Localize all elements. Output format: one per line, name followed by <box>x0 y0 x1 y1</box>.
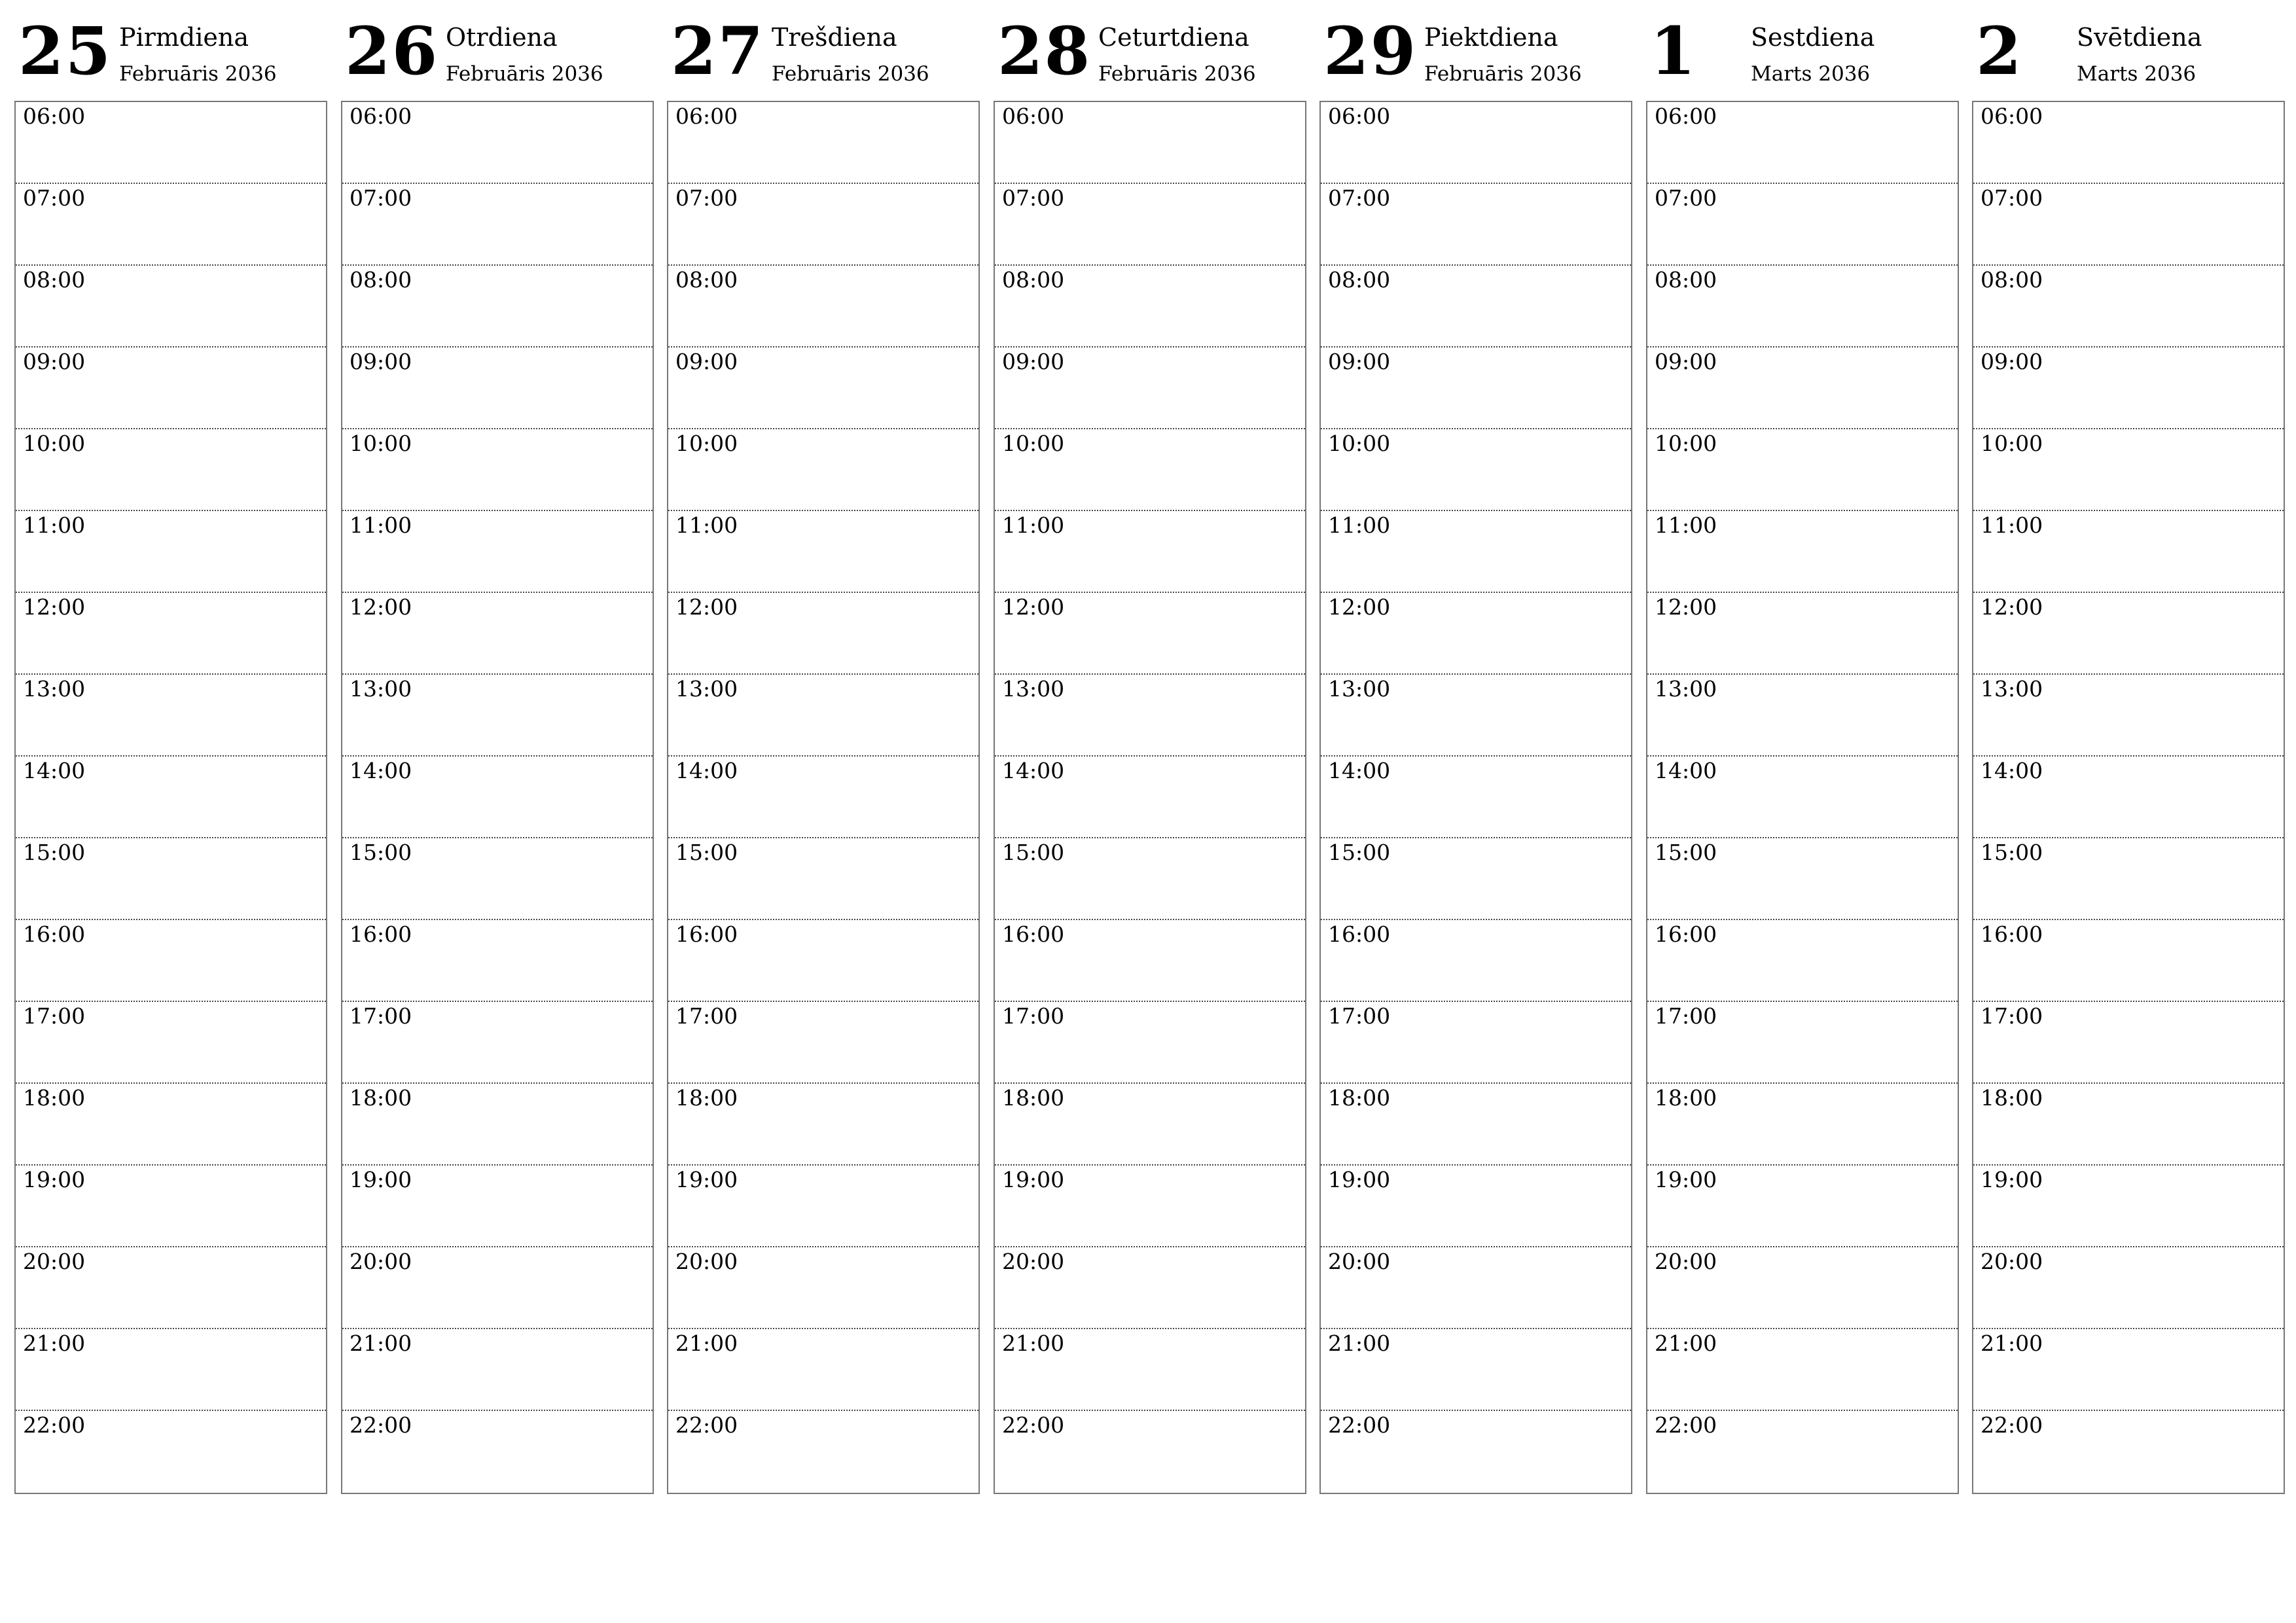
hour-slot[interactable] <box>1321 1247 1631 1329</box>
hour-slot[interactable] <box>342 266 653 348</box>
hour-label: 11:00 <box>23 512 86 538</box>
day-number: 25 <box>18 12 113 90</box>
hour-label: 22:00 <box>1002 1412 1065 1438</box>
hour-label: 16:00 <box>23 921 86 947</box>
hour-slot[interactable] <box>668 184 978 266</box>
weekday-name: Otrdiena <box>446 23 558 52</box>
hour-slot[interactable] <box>16 184 326 266</box>
hour-label: 20:00 <box>23 1249 86 1274</box>
hour-label: 08:00 <box>1981 267 2043 293</box>
hour-slot[interactable] <box>1973 757 2284 838</box>
hour-label: 07:00 <box>1002 185 1065 211</box>
hour-label: 11:00 <box>1328 512 1391 538</box>
hour-label: 14:00 <box>23 758 86 783</box>
hour-label: 19:00 <box>1655 1167 1717 1192</box>
month-year: Februāris 2036 <box>1098 62 1256 86</box>
hour-slot[interactable] <box>1321 102 1631 184</box>
hour-slot[interactable] <box>1321 593 1631 675</box>
hour-slot[interactable] <box>1973 920 2284 1002</box>
hour-slot[interactable] <box>16 920 326 1002</box>
hour-label: 21:00 <box>350 1330 412 1356</box>
hour-label: 20:00 <box>1981 1249 2043 1274</box>
hour-label: 10:00 <box>1981 431 2043 456</box>
hour-slot[interactable] <box>1973 184 2284 266</box>
hour-slot[interactable] <box>995 1002 1305 1084</box>
day-number: 26 <box>345 12 439 90</box>
hour-slot[interactable] <box>668 511 978 593</box>
hour-slot[interactable] <box>342 1247 653 1329</box>
hour-slot[interactable] <box>16 429 326 511</box>
hour-label: 12:00 <box>1002 594 1065 620</box>
hour-label: 07:00 <box>1655 185 1717 211</box>
hour-slot[interactable] <box>1321 1166 1631 1247</box>
hour-label: 11:00 <box>1655 512 1717 538</box>
day-number: 28 <box>997 12 1092 90</box>
hour-slot[interactable] <box>342 1002 653 1084</box>
day-header <box>14 0 327 98</box>
hour-label: 09:00 <box>1002 349 1065 374</box>
hour-slot[interactable] <box>1973 1166 2284 1247</box>
weekday-name: Piektdiena <box>1424 23 1558 52</box>
hour-label: 09:00 <box>1655 349 1717 374</box>
hour-label: 08:00 <box>1328 267 1391 293</box>
hour-label: 10:00 <box>1002 431 1065 456</box>
hour-slot[interactable] <box>16 838 326 920</box>
day-header <box>667 0 980 98</box>
hour-label: 06:00 <box>1328 103 1391 129</box>
day-number: 27 <box>671 12 765 90</box>
hour-slot[interactable] <box>342 429 653 511</box>
hour-label: 17:00 <box>23 1003 86 1029</box>
hour-slot[interactable] <box>995 838 1305 920</box>
hour-label: 21:00 <box>1328 1330 1391 1356</box>
hour-slot[interactable] <box>995 1329 1305 1411</box>
hour-label: 09:00 <box>350 349 412 374</box>
hour-label: 15:00 <box>350 840 412 865</box>
hour-slot[interactable] <box>16 1329 326 1411</box>
day-number: 29 <box>1323 12 1418 90</box>
hour-label: 21:00 <box>1655 1330 1717 1356</box>
hour-label: 13:00 <box>350 676 412 702</box>
hour-slot[interactable] <box>1321 1002 1631 1084</box>
hour-label: 17:00 <box>1981 1003 2043 1029</box>
hour-label: 15:00 <box>1328 840 1391 865</box>
hour-slot[interactable] <box>1647 1411 1958 1493</box>
hour-slot[interactable] <box>668 266 978 348</box>
hour-label: 10:00 <box>23 431 86 456</box>
hour-slot[interactable] <box>668 1002 978 1084</box>
hour-label: 18:00 <box>350 1085 412 1111</box>
hour-slot[interactable] <box>16 1166 326 1247</box>
hour-slot[interactable] <box>1647 1166 1958 1247</box>
hour-slot[interactable] <box>995 184 1305 266</box>
hour-grid <box>1972 101 2285 1494</box>
hour-slot[interactable] <box>1973 102 2284 184</box>
hour-label: 13:00 <box>1981 676 2043 702</box>
hour-slot[interactable] <box>1973 1084 2284 1166</box>
hour-slot[interactable] <box>16 757 326 838</box>
hour-label: 17:00 <box>1655 1003 1717 1029</box>
hour-label: 12:00 <box>1655 594 1717 620</box>
hour-label: 22:00 <box>350 1412 412 1438</box>
hour-label: 20:00 <box>1002 1249 1065 1274</box>
hour-label: 19:00 <box>675 1167 738 1192</box>
hour-slot[interactable] <box>342 1084 653 1166</box>
hour-label: 22:00 <box>1655 1412 1717 1438</box>
hour-slot[interactable] <box>1973 1002 2284 1084</box>
hour-grid <box>341 101 654 1494</box>
hour-label: 14:00 <box>675 758 738 783</box>
hour-slot[interactable] <box>1321 348 1631 429</box>
day-number: 1 <box>1650 12 1697 90</box>
hour-label: 08:00 <box>1002 267 1065 293</box>
hour-slot[interactable] <box>16 1084 326 1166</box>
hour-slot[interactable] <box>1321 511 1631 593</box>
weekday-name: Pirmdiena <box>119 23 249 52</box>
hour-label: 12:00 <box>1328 594 1391 620</box>
hour-label: 06:00 <box>23 103 86 129</box>
hour-label: 16:00 <box>1655 921 1717 947</box>
hour-label: 20:00 <box>1328 1249 1391 1274</box>
hour-label: 13:00 <box>1328 676 1391 702</box>
day-number: 2 <box>1976 12 2023 90</box>
hour-label: 16:00 <box>1981 921 2043 947</box>
hour-slot[interactable] <box>995 1084 1305 1166</box>
hour-label: 17:00 <box>1002 1003 1065 1029</box>
hour-slot[interactable] <box>342 593 653 675</box>
day-header <box>1319 0 1632 98</box>
hour-slot[interactable] <box>342 184 653 266</box>
hour-slot[interactable] <box>1321 675 1631 757</box>
hour-grid <box>994 101 1306 1494</box>
hour-slot[interactable] <box>1647 1084 1958 1166</box>
hour-slot[interactable] <box>1647 1002 1958 1084</box>
hour-slot[interactable] <box>995 1411 1305 1493</box>
hour-label: 09:00 <box>675 349 738 374</box>
hour-label: 14:00 <box>1002 758 1065 783</box>
hour-label: 17:00 <box>350 1003 412 1029</box>
hour-label: 22:00 <box>23 1412 86 1438</box>
hour-label: 16:00 <box>350 921 412 947</box>
hour-slot[interactable] <box>1973 348 2284 429</box>
hour-label: 22:00 <box>1328 1412 1391 1438</box>
hour-slot[interactable] <box>16 593 326 675</box>
hour-label: 06:00 <box>1655 103 1717 129</box>
hour-slot[interactable] <box>1647 920 1958 1002</box>
hour-slot[interactable] <box>668 675 978 757</box>
hour-slot[interactable] <box>668 1084 978 1166</box>
hour-slot[interactable] <box>1647 429 1958 511</box>
hour-label: 17:00 <box>675 1003 738 1029</box>
hour-slot[interactable] <box>995 757 1305 838</box>
hour-grid <box>14 101 327 1494</box>
hour-label: 19:00 <box>23 1167 86 1192</box>
hour-label: 21:00 <box>1981 1330 2043 1356</box>
hour-label: 07:00 <box>1981 185 2043 211</box>
weekday-name: Ceturtdiena <box>1098 23 1249 52</box>
hour-slot[interactable] <box>1647 1247 1958 1329</box>
hour-label: 19:00 <box>1002 1167 1065 1192</box>
hour-label: 11:00 <box>1981 512 2043 538</box>
month-year: Februāris 2036 <box>1424 62 1582 86</box>
hour-label: 10:00 <box>350 431 412 456</box>
hour-slot[interactable] <box>995 429 1305 511</box>
hour-label: 13:00 <box>675 676 738 702</box>
hour-slot[interactable] <box>1973 675 2284 757</box>
hour-label: 11:00 <box>1002 512 1065 538</box>
hour-label: 21:00 <box>1002 1330 1065 1356</box>
hour-slot[interactable] <box>668 102 978 184</box>
hour-label: 06:00 <box>350 103 412 129</box>
hour-slot[interactable] <box>16 1002 326 1084</box>
hour-slot[interactable] <box>995 675 1305 757</box>
hour-label: 19:00 <box>1981 1167 2043 1192</box>
hour-slot[interactable] <box>1321 1411 1631 1493</box>
hour-slot[interactable] <box>1973 838 2284 920</box>
hour-label: 20:00 <box>350 1249 412 1274</box>
hour-label: 15:00 <box>23 840 86 865</box>
hour-slot[interactable] <box>342 920 653 1002</box>
hour-label: 13:00 <box>23 676 86 702</box>
hour-slot[interactable] <box>1321 1329 1631 1411</box>
hour-label: 16:00 <box>1002 921 1065 947</box>
hour-label: 07:00 <box>350 185 412 211</box>
hour-slot[interactable] <box>342 511 653 593</box>
hour-slot[interactable] <box>342 675 653 757</box>
hour-slot[interactable] <box>342 838 653 920</box>
hour-slot[interactable] <box>1647 838 1958 920</box>
hour-label: 14:00 <box>1328 758 1391 783</box>
hour-slot[interactable] <box>668 838 978 920</box>
hour-slot[interactable] <box>1973 1329 2284 1411</box>
hour-slot[interactable] <box>995 920 1305 1002</box>
hour-label: 19:00 <box>1328 1167 1391 1192</box>
month-year: Februāris 2036 <box>119 62 277 86</box>
hour-slot[interactable] <box>1647 675 1958 757</box>
hour-label: 18:00 <box>1328 1085 1391 1111</box>
hour-label: 18:00 <box>675 1085 738 1111</box>
hour-slot[interactable] <box>668 1329 978 1411</box>
hour-label: 14:00 <box>1981 758 2043 783</box>
month-year: Marts 2036 <box>1751 62 1871 86</box>
hour-slot[interactable] <box>1647 348 1958 429</box>
hour-label: 12:00 <box>350 594 412 620</box>
hour-label: 11:00 <box>675 512 738 538</box>
hour-slot[interactable] <box>16 266 326 348</box>
hour-label: 08:00 <box>23 267 86 293</box>
hour-slot[interactable] <box>1647 1329 1958 1411</box>
hour-label: 06:00 <box>1981 103 2043 129</box>
hour-slot[interactable] <box>1973 429 2284 511</box>
hour-label: 18:00 <box>23 1085 86 1111</box>
hour-slot[interactable] <box>1321 429 1631 511</box>
hour-grid <box>1646 101 1959 1494</box>
hour-label: 12:00 <box>1981 594 2043 620</box>
day-header <box>341 0 654 98</box>
hour-slot[interactable] <box>1321 1084 1631 1166</box>
hour-slot[interactable] <box>1647 593 1958 675</box>
hour-label: 09:00 <box>1981 349 2043 374</box>
hour-label: 11:00 <box>350 512 412 538</box>
hour-slot[interactable] <box>995 593 1305 675</box>
hour-label: 07:00 <box>675 185 738 211</box>
hour-label: 12:00 <box>23 594 86 620</box>
hour-slot[interactable] <box>1647 266 1958 348</box>
hour-slot[interactable] <box>342 1329 653 1411</box>
hour-label: 06:00 <box>675 103 738 129</box>
hour-label: 10:00 <box>675 431 738 456</box>
hour-label: 18:00 <box>1655 1085 1717 1111</box>
hour-slot[interactable] <box>1973 511 2284 593</box>
hour-slot[interactable] <box>1973 593 2284 675</box>
hour-slot[interactable] <box>342 348 653 429</box>
hour-label: 14:00 <box>350 758 412 783</box>
hour-slot[interactable] <box>668 1247 978 1329</box>
hour-grid <box>1319 101 1632 1494</box>
hour-slot[interactable] <box>342 757 653 838</box>
hour-label: 16:00 <box>675 921 738 947</box>
hour-slot[interactable] <box>1321 266 1631 348</box>
hour-slot[interactable] <box>1321 920 1631 1002</box>
hour-label: 18:00 <box>1002 1085 1065 1111</box>
hour-slot[interactable] <box>1647 102 1958 184</box>
hour-slot[interactable] <box>668 1411 978 1493</box>
hour-label: 13:00 <box>1655 676 1717 702</box>
hour-label: 13:00 <box>1002 676 1065 702</box>
hour-label: 07:00 <box>1328 185 1391 211</box>
hour-slot[interactable] <box>1321 838 1631 920</box>
hour-label: 20:00 <box>1655 1249 1717 1274</box>
hour-slot[interactable] <box>16 1247 326 1329</box>
hour-slot[interactable] <box>668 429 978 511</box>
hour-label: 15:00 <box>1002 840 1065 865</box>
month-year: Februāris 2036 <box>446 62 603 86</box>
hour-slot[interactable] <box>16 348 326 429</box>
hour-slot[interactable] <box>16 511 326 593</box>
hour-slot[interactable] <box>1973 266 2284 348</box>
hour-slot[interactable] <box>668 1166 978 1247</box>
hour-label: 21:00 <box>675 1330 738 1356</box>
hour-label: 08:00 <box>350 267 412 293</box>
hour-slot[interactable] <box>1647 184 1958 266</box>
hour-slot[interactable] <box>1321 184 1631 266</box>
hour-slot[interactable] <box>995 348 1305 429</box>
hour-label: 08:00 <box>1655 267 1717 293</box>
weekday-name: Svētdiena <box>2077 23 2202 52</box>
hour-label: 21:00 <box>23 1330 86 1356</box>
hour-slot[interactable] <box>668 348 978 429</box>
hour-slot[interactable] <box>16 1411 326 1493</box>
hour-label: 10:00 <box>1655 431 1717 456</box>
hour-label: 22:00 <box>1981 1412 2043 1438</box>
hour-label: 16:00 <box>1328 921 1391 947</box>
hour-label: 18:00 <box>1981 1085 2043 1111</box>
hour-slot[interactable] <box>995 511 1305 593</box>
hour-slot[interactable] <box>342 1166 653 1247</box>
hour-label: 17:00 <box>1328 1003 1391 1029</box>
hour-label: 06:00 <box>1002 103 1065 129</box>
day-header <box>1646 0 1959 98</box>
hour-label: 20:00 <box>675 1249 738 1274</box>
hour-slot[interactable] <box>1973 1411 2284 1493</box>
hour-slot[interactable] <box>16 102 326 184</box>
hour-label: 15:00 <box>1981 840 2043 865</box>
month-year: Februāris 2036 <box>772 62 929 86</box>
hour-slot[interactable] <box>995 1166 1305 1247</box>
hour-label: 10:00 <box>1328 431 1391 456</box>
hour-slot[interactable] <box>995 1247 1305 1329</box>
day-header <box>1972 0 2285 98</box>
hour-slot[interactable] <box>342 1411 653 1493</box>
hour-slot[interactable] <box>1647 511 1958 593</box>
weekday-name: Trešdiena <box>772 23 897 52</box>
hour-label: 15:00 <box>675 840 738 865</box>
day-header <box>994 0 1306 98</box>
hour-label: 09:00 <box>1328 349 1391 374</box>
hour-slot[interactable] <box>342 102 653 184</box>
hour-slot[interactable] <box>1973 1247 2284 1329</box>
hour-label: 07:00 <box>23 185 86 211</box>
hour-slot[interactable] <box>1321 757 1631 838</box>
hour-slot[interactable] <box>668 757 978 838</box>
hour-slot[interactable] <box>16 675 326 757</box>
hour-slot[interactable] <box>995 102 1305 184</box>
hour-label: 09:00 <box>23 349 86 374</box>
hour-slot[interactable] <box>668 593 978 675</box>
hour-slot[interactable] <box>1647 757 1958 838</box>
month-year: Marts 2036 <box>2077 62 2197 86</box>
hour-slot[interactable] <box>668 920 978 1002</box>
hour-label: 22:00 <box>675 1412 738 1438</box>
hour-label: 15:00 <box>1655 840 1717 865</box>
hour-label: 08:00 <box>675 267 738 293</box>
hour-slot[interactable] <box>995 266 1305 348</box>
weekday-name: Sestdiena <box>1751 23 1875 52</box>
hour-label: 14:00 <box>1655 758 1717 783</box>
hour-label: 12:00 <box>675 594 738 620</box>
hour-label: 19:00 <box>350 1167 412 1192</box>
hour-grid <box>667 101 980 1494</box>
